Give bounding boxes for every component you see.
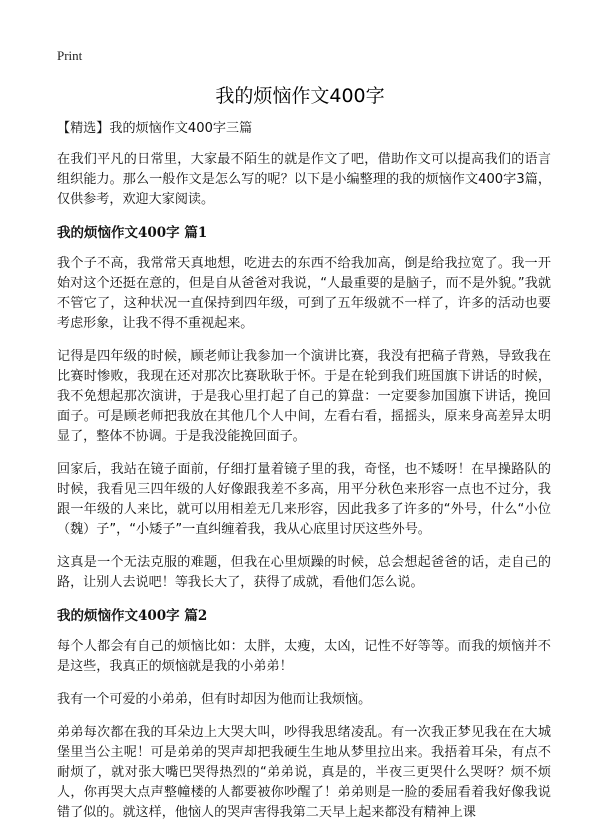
section-heading-1: 我的烦恼作文400字 篇1	[57, 225, 208, 241]
page-title: 我的烦恼作文400字	[215, 85, 385, 107]
paragraph: 回家后，我站在镜子面前，仔细打量着镜子里的我，奇怪，也不矮呀！在早操路队的时候，我看见三四年级的人好像跟我差不多高，用平分秋色来形容一点也不过分，我跟一年级的人来比，就可以用相差无几来形容，因此我多了许多的“外号，什么“小位（魏）子”，“小矮子”一直纠缠着我，我从心底里讨厌这些外号。	[57, 462, 551, 537]
paragraph: 每个人都会有自己的烦恼比如：太胖，太瘦，太凶，记性不好等等。而我的烦恼并不是这些，我真正的烦恼就是我的小弟弟！	[57, 639, 551, 674]
intro-paragraph: 在我们平凡的日常里，大家最不陌生的就是作文了吧，借助作文可以提高我们的语言组织能力。那么一般作文是怎么写的呢？以下是小编整理的我的烦恼作文400字3篇，仅供参考，欢迎大家阅读。	[57, 152, 551, 207]
paragraph: 弟弟每次都在我的耳朵边上大哭大叫，吵得我思绪凌乱。有一次我正梦见我在在大城堡里当公主呢！可是弟弟的哭声却把我硬生生地从梦里拉出来。我捂着耳朵，有点不耐烦了，就对张大嘴巴哭得热烈的“弟弟说，真是的，半夜三更哭什么哭呀？烦不烦人，你再哭大点声整幢楼的人都要被你吵醒了！弟弟则是一脸的委屈看着我好像我说错了似的。就这样，他恼人的哭声害得我第二天早上起来都没有精神上课	[57, 725, 551, 820]
paragraph: 我个子不高，我常常天真地想，吃进去的东西不给我加高，倒是给我拉宽了。我一开始对这个还挺在意的，但是自从爸爸对我说，“人最重要的是脑子，而不是外貌。”我就不管它了，这种状况一直保持到四年级，可到了五年级就不一样了，许多的活动也要考虑形象，让我不得不重视起来。	[57, 256, 551, 331]
article-body	[57, 119, 551, 836]
section-heading-2: 我的烦恼作文400字 篇2	[57, 608, 208, 624]
paragraph: 记得是四年级的时候，顾老师让我参加一个演讲比赛，我没有把稿子背熟，导致我在比赛时惨败，我现在还对那次比赛耿耿于怀。于是在轮到我们班国旗下讲话的时候，我不免想起那次演讲，于是我心里打起了自己的算盘：一定要参加国旗下讲话，挽回面子。可是顾老师把我放在其他几个人中间，左看右看，摇摇头，原来身高差异太明显了，整体不协调。于是我没能挽回面子。	[57, 349, 551, 444]
paragraph: 我有一个可爱的小弟弟，但有时却因为他而让我烦恼。	[57, 692, 372, 707]
print-label: Print	[57, 48, 83, 63]
paragraph: 这真是一个无法克服的难题，但我在心里烦躁的时候，总会想起爸爸的话，走自己的路，让别人去说吧！等我长大了，获得了成就，看他们怎么说。	[57, 555, 551, 590]
subtitle: 【精选】我的烦恼作文400字三篇	[57, 121, 253, 136]
